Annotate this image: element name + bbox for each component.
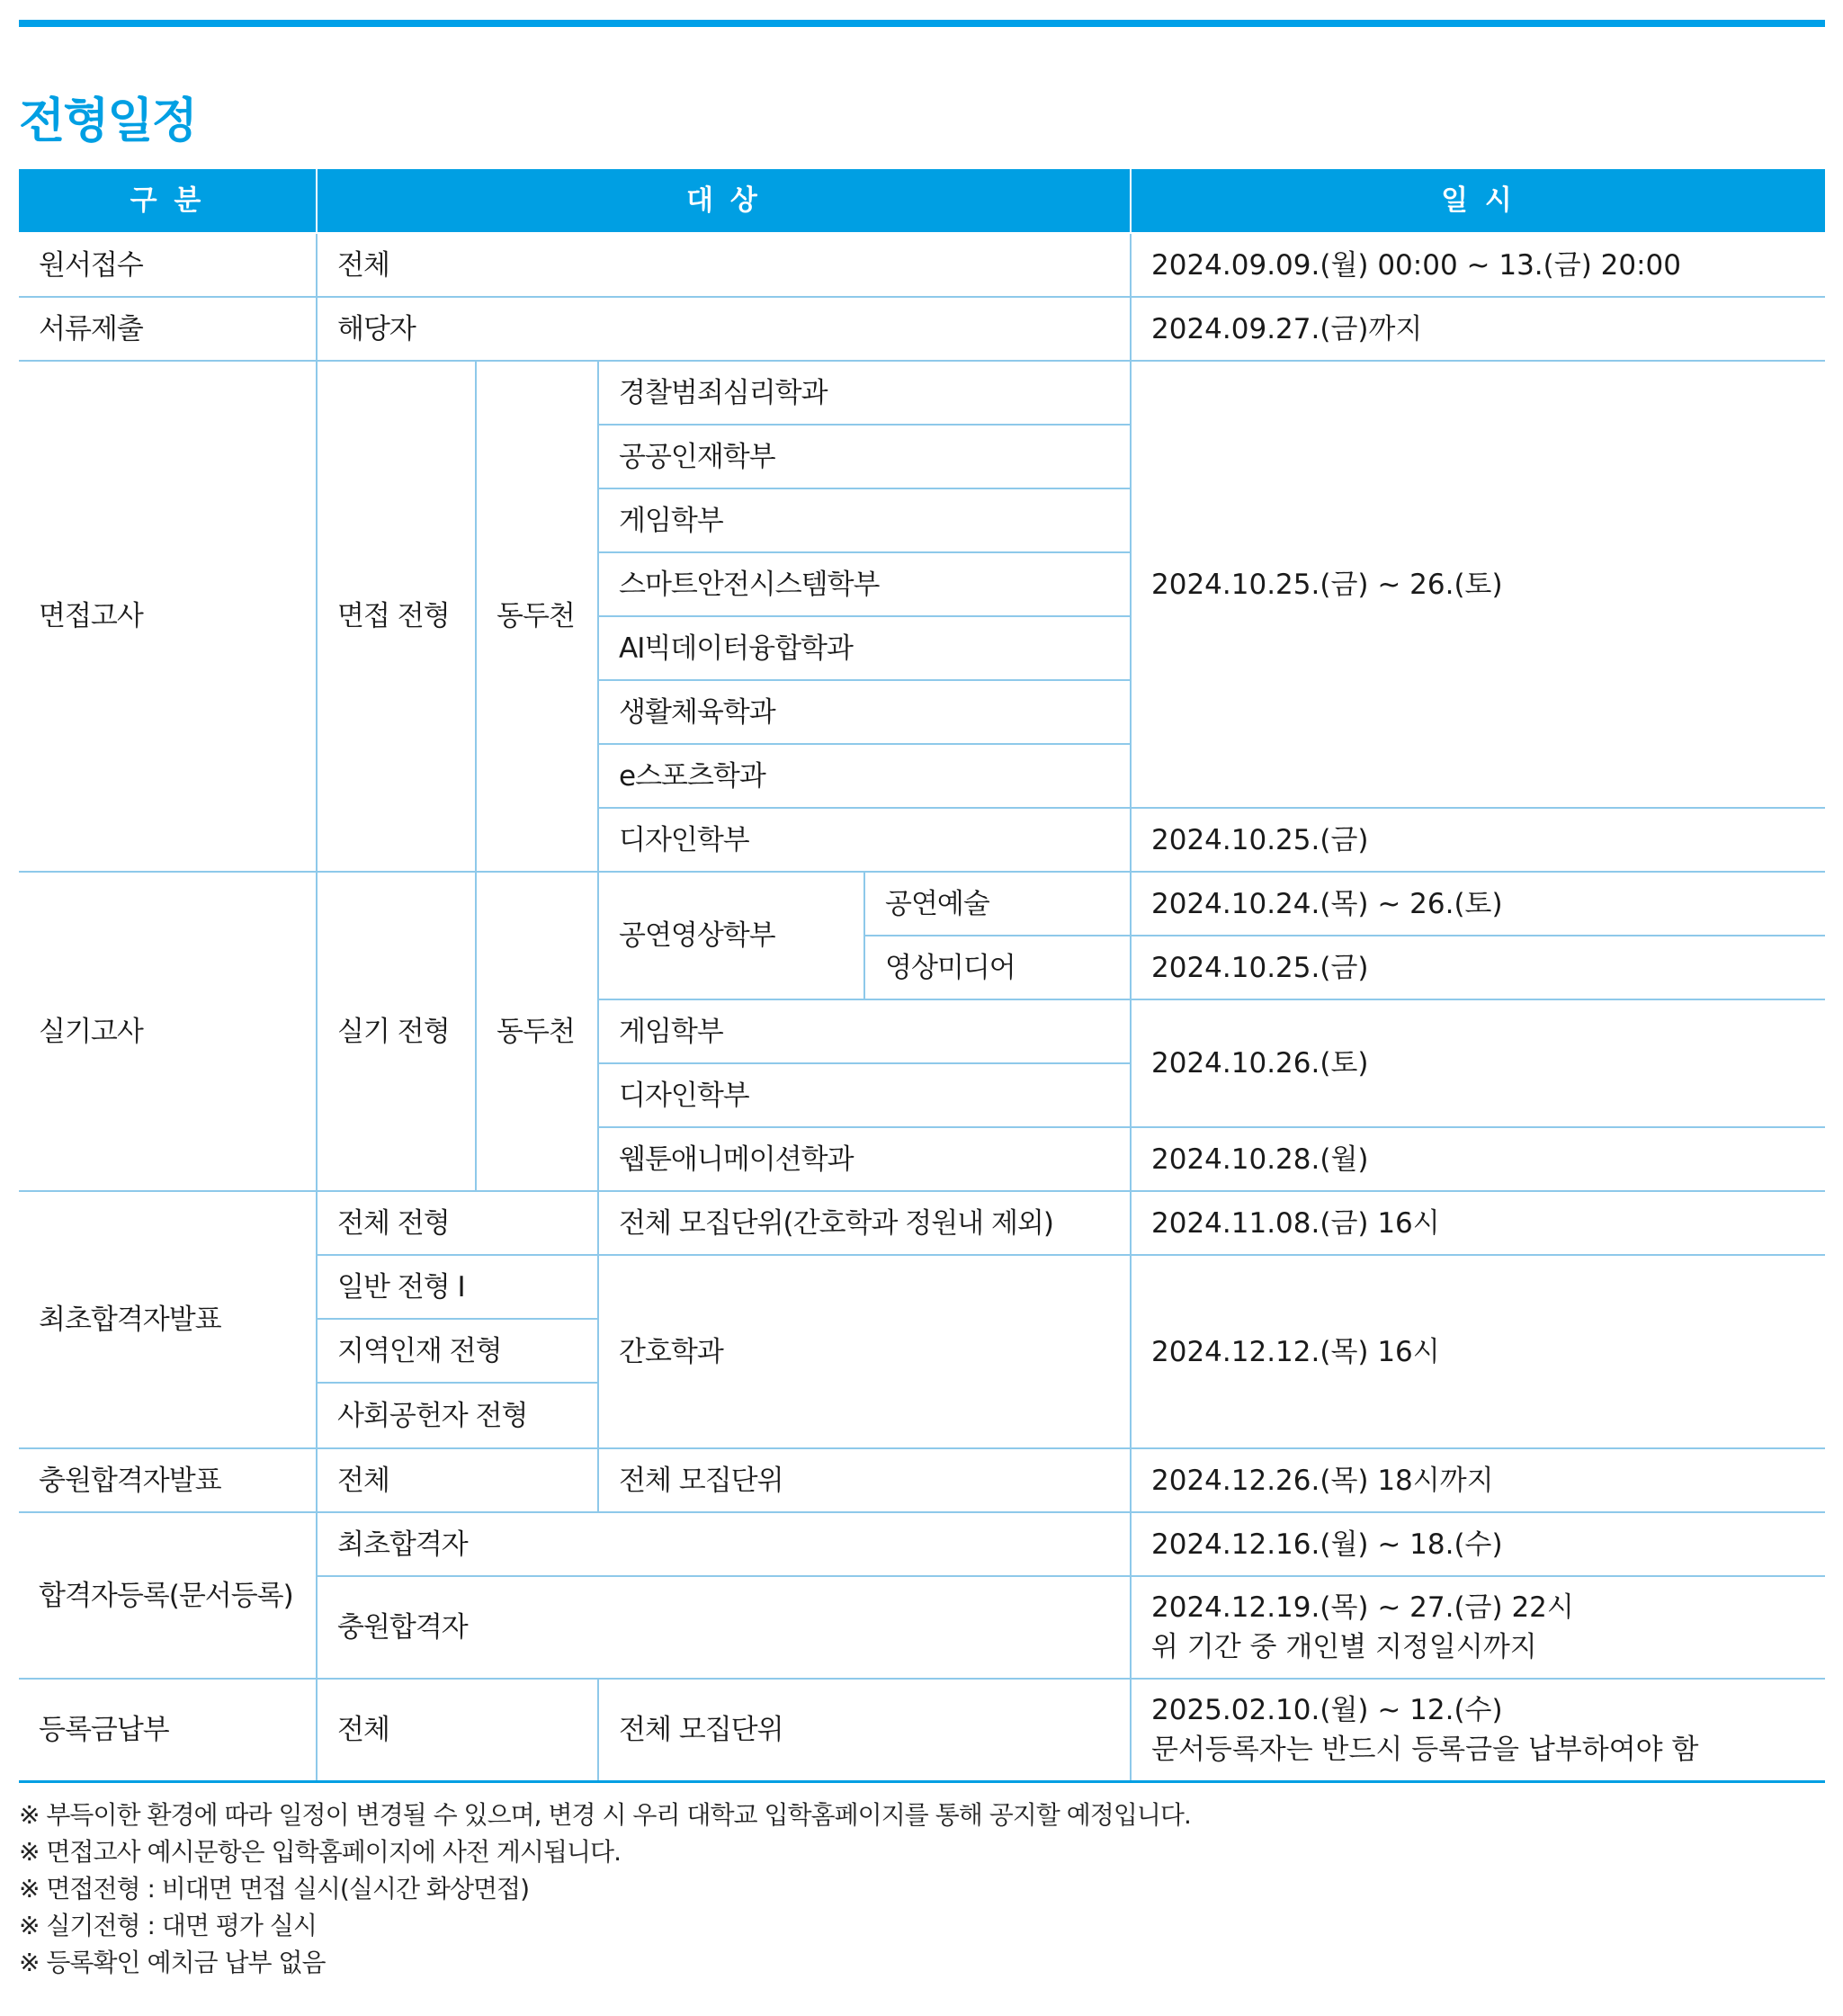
department-cell: e스포츠학과 [598, 744, 1131, 808]
date-cell: 2024.10.25.(금) [1131, 808, 1825, 872]
note-item: ※ 등록확인 예치금 납부 없음 [19, 1948, 326, 1977]
type-cell: 사회공헌자 전형 [317, 1383, 598, 1448]
date-cell: 2024.12.12.(목) 16시 [1131, 1255, 1825, 1448]
header-target: 대 상 [317, 169, 1131, 233]
date-cell: 2024.09.27.(금)까지 [1131, 297, 1825, 361]
campus-cell: 동두천 [476, 361, 598, 872]
top-accent-bar [19, 20, 1825, 27]
category-cell: 원서접수 [19, 233, 317, 297]
table-row [19, 1512, 1825, 1576]
department-cell: 공연영상학부 [598, 872, 864, 999]
type-cell: 면접 전형 [317, 361, 476, 872]
date-cell: 2024.10.28.(월) [1131, 1127, 1825, 1191]
date-cell: 2024.10.25.(금) [1131, 936, 1825, 999]
units-cell: 간호학과 [598, 1255, 1131, 1448]
note-item: ※ 면접고사 예시문항은 입학홈페이지에 사전 게시됩니다. [19, 1837, 621, 1867]
department-cell: 공공인재학부 [598, 425, 1131, 488]
table-row [19, 1191, 1825, 1255]
table-header-row [19, 169, 1825, 233]
date-line: 2025.02.10.(월) ~ 12.(수) [1151, 1693, 1503, 1726]
date-cell [1131, 1679, 1825, 1781]
type-cell: 일반 전형 I [317, 1255, 598, 1319]
date-cell: 2024.10.25.(금) ~ 26.(토) [1131, 361, 1825, 808]
department-cell: 디자인학부 [598, 1063, 1131, 1127]
page-title: 전형일정 [19, 94, 196, 148]
table-row [19, 297, 1825, 361]
notes-list [19, 1796, 1825, 1981]
campus-cell: 동두천 [476, 872, 598, 1191]
category-cell: 충원합격자발표 [19, 1448, 317, 1512]
category-cell: 실기고사 [19, 872, 317, 1191]
date-cell: 2024.10.26.(토) [1131, 999, 1825, 1127]
date-cell: 2024.12.16.(월) ~ 18.(수) [1131, 1512, 1825, 1576]
note-item: ※ 면접전형 : 비대면 면접 실시(실시간 화상면접) [19, 1874, 530, 1904]
department-cell: 게임학부 [598, 488, 1131, 552]
date-cell [1131, 1576, 1825, 1679]
date-line: 2024.12.19.(목) ~ 27.(금) 22시 [1151, 1591, 1574, 1624]
department-cell: AI빅데이터융합학과 [598, 616, 1131, 680]
category-cell: 최초합격자발표 [19, 1191, 317, 1448]
date-cell: 2024.10.24.(목) ~ 26.(토) [1131, 872, 1825, 936]
table-row [19, 233, 1825, 297]
type-cell: 전체 [317, 1679, 598, 1781]
schedule-table [19, 169, 1825, 1783]
units-cell: 전체 모집단위(간호학과 정원내 제외) [598, 1191, 1131, 1255]
table-row [19, 872, 1825, 936]
department-cell: 스마트안전시스템학부 [598, 552, 1131, 616]
date-note-line: 문서등록자는 반드시 등록금을 납부하여야 함 [1151, 1733, 1699, 1766]
major-cell: 영상미디어 [864, 936, 1131, 999]
category-cell: 서류제출 [19, 297, 317, 361]
date-cell: 2024.09.09.(월) 00:00 ~ 13.(금) 20:00 [1131, 233, 1825, 297]
target-cell: 충원합격자 [317, 1576, 1131, 1679]
department-cell: 웹툰애니메이션학과 [598, 1127, 1131, 1191]
header-category: 구 분 [19, 169, 317, 233]
target-cell: 최초합격자 [317, 1512, 1131, 1576]
category-cell: 면접고사 [19, 361, 317, 872]
header-datetime: 일 시 [1131, 169, 1825, 233]
date-cell: 2024.12.26.(목) 18시까지 [1131, 1448, 1825, 1512]
target-cell: 해당자 [317, 297, 1131, 361]
units-cell: 전체 모집단위 [598, 1448, 1131, 1512]
note-item: ※ 부득이한 환경에 따라 일정이 변경될 수 있으며, 변경 시 우리 대학교 입학홈페이지를 통해 공지할 예정입니다. [19, 1800, 1191, 1830]
type-cell: 지역인재 전형 [317, 1319, 598, 1383]
type-cell: 전체 [317, 1448, 598, 1512]
table-row [19, 1448, 1825, 1512]
category-cell: 등록금납부 [19, 1679, 317, 1781]
category-cell: 합격자등록(문서등록) [19, 1512, 317, 1679]
type-cell: 전체 전형 [317, 1191, 598, 1255]
department-cell: 생활체육학과 [598, 680, 1131, 744]
note-item: ※ 실기전형 : 대면 평가 실시 [19, 1911, 317, 1940]
department-cell: 디자인학부 [598, 808, 1131, 872]
type-cell: 실기 전형 [317, 872, 476, 1191]
table-row [19, 361, 1825, 425]
units-cell: 전체 모집단위 [598, 1679, 1131, 1781]
table-row [19, 1679, 1825, 1781]
department-cell: 게임학부 [598, 999, 1131, 1063]
department-cell: 경찰범죄심리학과 [598, 361, 1131, 425]
date-cell: 2024.11.08.(금) 16시 [1131, 1191, 1825, 1255]
date-note-line: 위 기간 중 개인별 지정일시까지 [1151, 1631, 1537, 1663]
target-cell: 전체 [317, 233, 1131, 297]
major-cell: 공연예술 [864, 872, 1131, 936]
